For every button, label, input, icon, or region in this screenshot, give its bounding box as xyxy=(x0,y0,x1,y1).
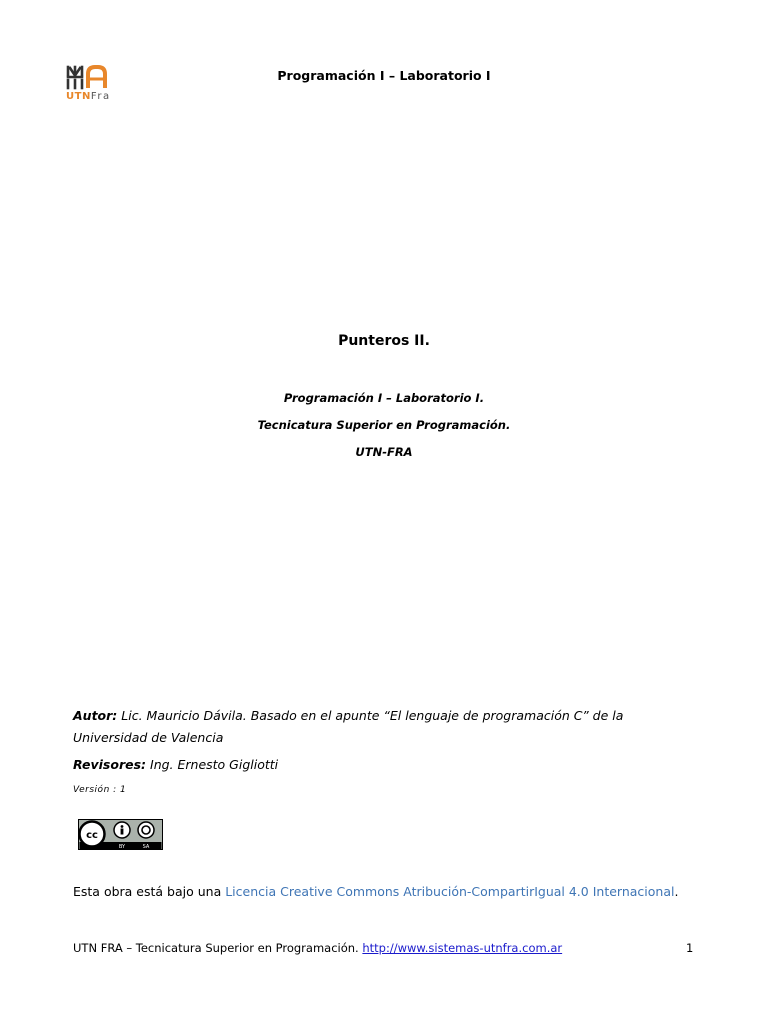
reviewers-text: Ing. Ernesto Gigliotti xyxy=(146,757,279,772)
subtitle-course: Programación I – Laboratorio I. xyxy=(283,391,485,405)
cc-by-sa-badge[interactable] xyxy=(78,819,163,850)
license-suffix: . xyxy=(674,884,679,899)
header-title: Programación I – Laboratorio I xyxy=(277,68,491,83)
license-statement xyxy=(73,884,678,899)
version-label: Versión : 1 xyxy=(73,785,127,795)
author-text: Lic. Mauricio Dávila. Basado en el apunte “El lenguaje de programación C” de la Universidad de Valencia xyxy=(73,708,624,745)
footer-website-link[interactable]: http://www.sistemas-utnfra.com.ar xyxy=(362,941,563,955)
page-footer xyxy=(73,941,562,955)
license-prefix: Esta obra está bajo una xyxy=(73,884,226,899)
cc-sa-text: SA xyxy=(142,844,150,850)
author-label: Autor: xyxy=(73,708,118,723)
footer-text: UTN FRA – Tecnicatura Superior en Programación. xyxy=(73,941,363,955)
logo-utn-text: UTN xyxy=(66,91,91,102)
subtitle-institution: UTN-FRA xyxy=(355,445,413,459)
reviewers-line xyxy=(73,757,278,772)
svg-text:cc: cc xyxy=(86,830,98,841)
cc-by-text: BY xyxy=(118,844,126,850)
subtitle-program: Tecnicatura Superior en Programación. xyxy=(257,418,511,432)
author-line xyxy=(73,705,693,749)
cc-license-icon xyxy=(78,819,163,850)
page-number: 1 xyxy=(686,941,694,955)
logo-fra-text: Fra xyxy=(90,91,111,102)
document-title: Punteros II. xyxy=(338,333,430,349)
license-link[interactable]: Licencia Creative Commons Atribución-CompartirIgual 4.0 Internacional xyxy=(225,884,675,899)
reviewers-label: Revisores: xyxy=(73,757,147,772)
